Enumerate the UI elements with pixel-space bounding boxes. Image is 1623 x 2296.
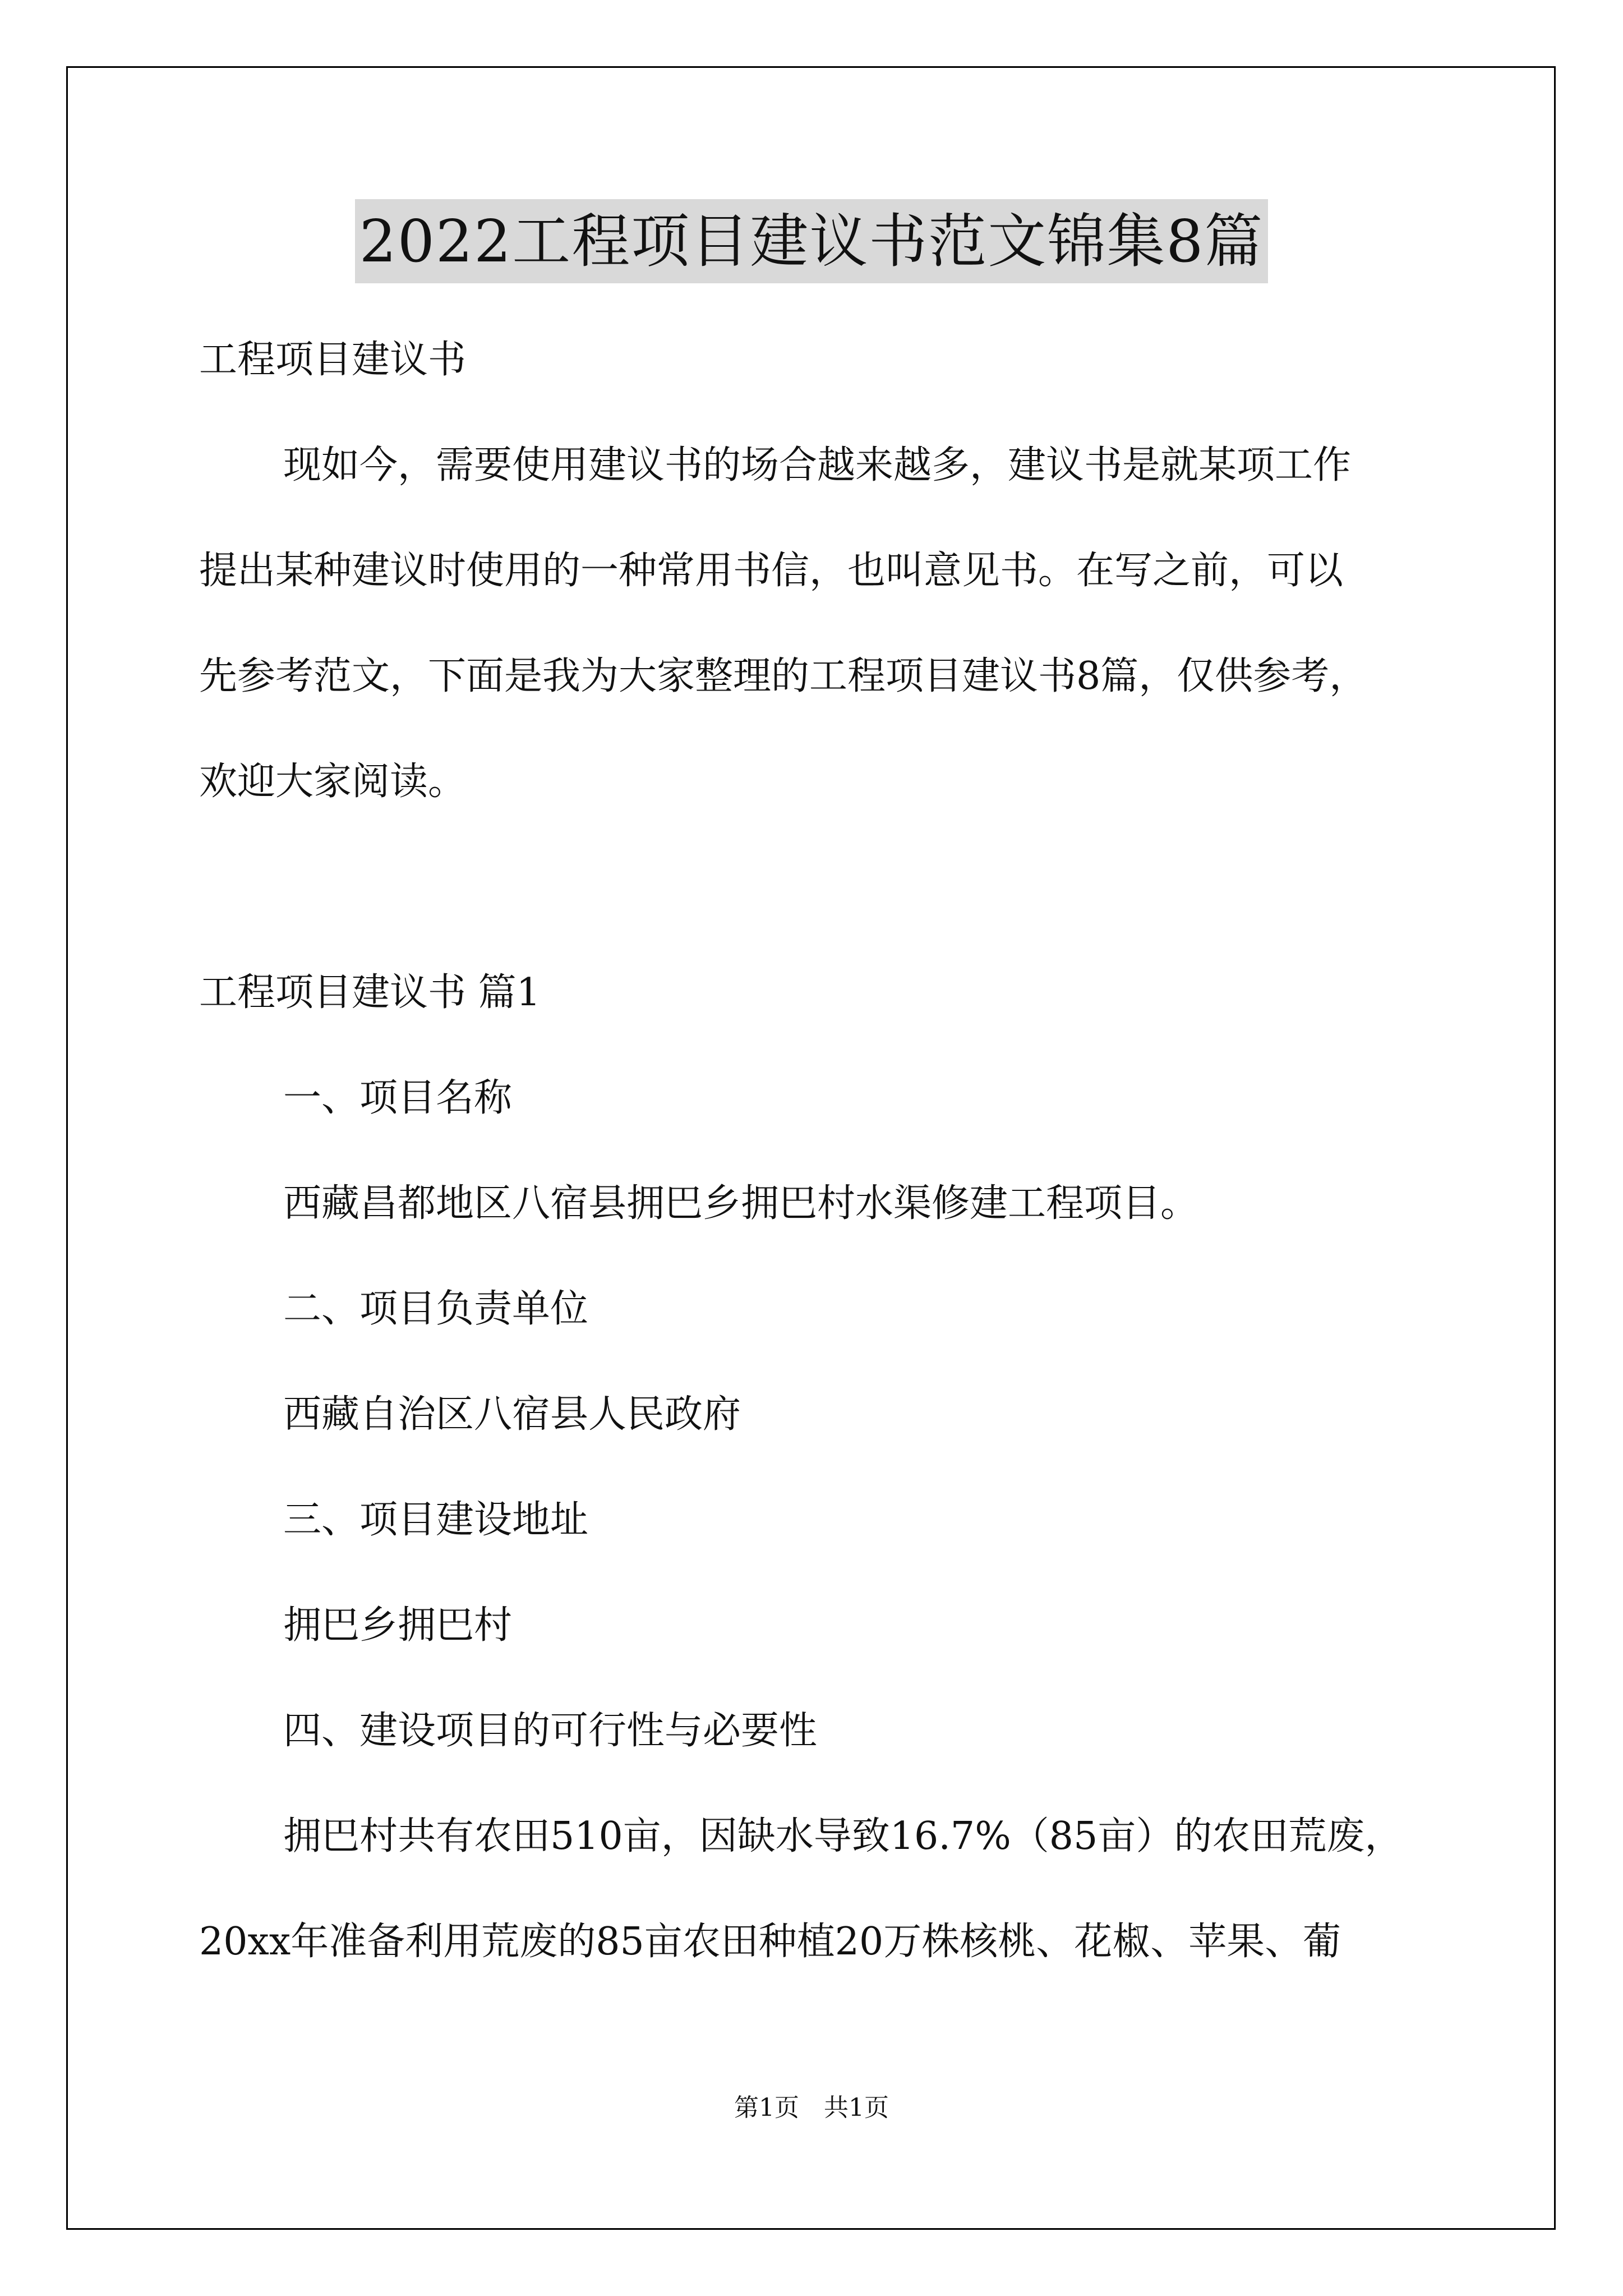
item-responsible-unit-heading: 二、项目负责单位	[283, 1287, 589, 1331]
page-number: 第1页 共1页	[734, 2093, 889, 2122]
paragraph-line-2: 20xx年准备利用荒废的85亩农田种植20万株核桃、花椒、苹果、葡	[199, 1920, 1341, 1964]
section-heading: 工程项目建议书 篇1	[199, 970, 541, 1015]
intro-line-2: 提出某种建议时使用的一种常用书信，也叫意见书。在写之前，可以	[199, 549, 1344, 593]
item-project-name: 西藏昌都地区八宿县拥巴乡拥巴村水渠修建工程项目。	[283, 1181, 1199, 1226]
item-site-heading: 三、项目建设地址	[283, 1498, 589, 1542]
intro-line-1: 现如今，需要使用建议书的场合越来越多，建议书是就某项工作	[283, 443, 1352, 487]
document-title: 2022工程项目建议书范文锦集8篇	[355, 199, 1269, 283]
item-feasibility-heading: 四、建设项目的可行性与必要性	[283, 1709, 818, 1753]
document-subtitle: 工程项目建议书	[199, 338, 467, 382]
intro-line-3: 先参考范文，下面是我为大家整理的工程项目建议书8篇，仅供参考，	[199, 654, 1368, 698]
item-site: 拥巴乡拥巴村	[283, 1603, 513, 1648]
item-responsible-unit: 西藏自治区八宿县人民政府	[283, 1392, 741, 1437]
item-project-name-heading: 一、项目名称	[283, 1076, 513, 1120]
title-container	[0, 199, 1623, 283]
page-border	[66, 66, 1556, 2230]
paragraph-line-1: 拥巴村共有农田510亩，因缺水导致16.7%（85亩）的农田荒废，	[283, 1814, 1403, 1858]
intro-line-4: 欢迎大家阅读。	[199, 760, 467, 804]
